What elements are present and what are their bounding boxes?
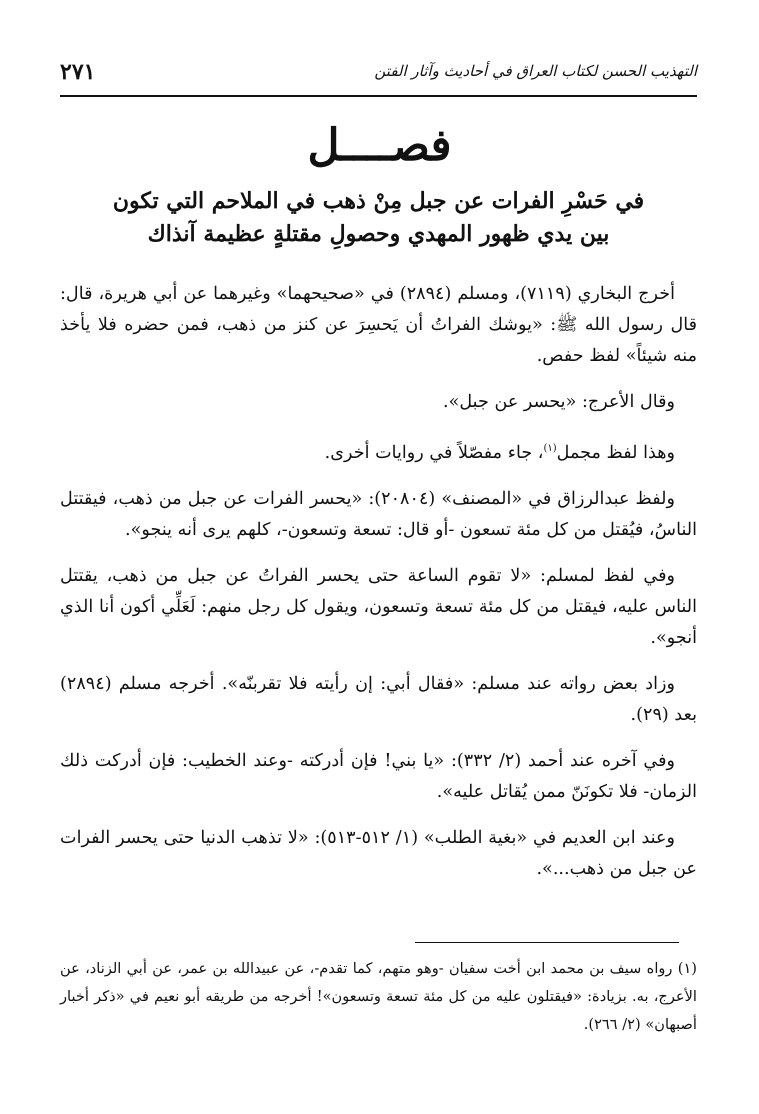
running-title: التهذيب الحسن لكتاب العراق في أحاديث وآثار الفتن [374,62,697,80]
paragraph-7: وفي آخره عند أحمد (٢/ ٣٣٢): «يا بني! فإن أدركته -وعند الخطيب: فإن أدركت ذلك الزمان- فلا تكونَنّ ممن يُقاتل عليه». [60,750,697,802]
paragraph-1: أخرج البخاري (٧١١٩)، ومسلم (٢٨٩٤) في «صحيحهما» وغيرهما عن أبي هريرة، قال: قال رسول الله ﷺ: «يوشك الفراتُ أن يَحسِرَ عن كنز من ذهب، فمن حضره فلا يأخذ منه شيئاً» لفظ حفص. [60,284,697,366]
paragraph-2: وقال الأعرج: «يحسر عن جبل». [442,392,675,412]
paragraph-4: ولفظ عبدالرزاق في «المصنف» (٢٠٨٠٤): «يحسر الفرات عن جبل من ذهب، فيقتتل الناسُ، فيُقتل من كل مئة تسعون -أو قال: تسعة وتسعون-، كلهم يرى أنه ينجو». [60,488,697,540]
paragraph-5: وفي لفظ لمسلم: «لا تقوم الساعة حتى يحسر الفراتُ عن جبل من ذهب، يقتتل الناس عليه، فيقتل من كل مئة تسعة وتسعون، ويقول كل رجل منهم: لَعَلِّي أكون أنا الذي أنجو». [60,565,697,648]
footnote-reference[interactable]: (١) [543,443,557,454]
footnote-rule [415,942,679,943]
paragraph-8: وعند ابن العديم في «بغية الطلب» (١/ ٥١٢-٥١٣): «لا تذهب الدنيا حتى يحسر الفرات عن جبل من ذهب...». [60,827,697,879]
body-text [60,279,697,900]
paragraph-6: وزاد بعض رواته عند مسلم: «فقال أبي: إن رأيته فلا تقربنّه». أخرجه مسلم (٢٨٩٤) بعد (٢٩). [60,673,697,725]
page-header [60,52,697,92]
paragraph-3-text-after: ، جاء مفصّلاً في روايات أخرى. [324,442,544,463]
section-heading: فصــــل [307,120,452,171]
subtitle-line-2: بين يدي ظهور المهدي وحصولِ مقتلةٍ عظيمة آنذاك [147,221,610,247]
paragraph-3-text: وهذا لفظ مجمل [556,442,675,463]
subtitle-line-1: في حَسْرِ الفرات عن جبل مِنْ ذهب في الملاحم التي تكون [112,188,645,214]
header-rule [60,95,697,97]
paragraph-3 [60,433,697,469]
footnote: (١) رواه سيف بن محمد ابن أخت سفيان -وهو متهم، كما تقدم-، عن عبيدالله بن عمر، عن أبي الزناد، عن الأعرج، به. بزيادة: «فيقتلون عليه من كل مئة تسعة وتسعون»! أخرجه من طريقه أبو نعيم في «ذكر أخبار أصبهان» (٢/ ٢٦٦). [60,960,697,1033]
page-number: ٢٧١ [60,59,96,85]
section-subtitle [60,185,697,251]
